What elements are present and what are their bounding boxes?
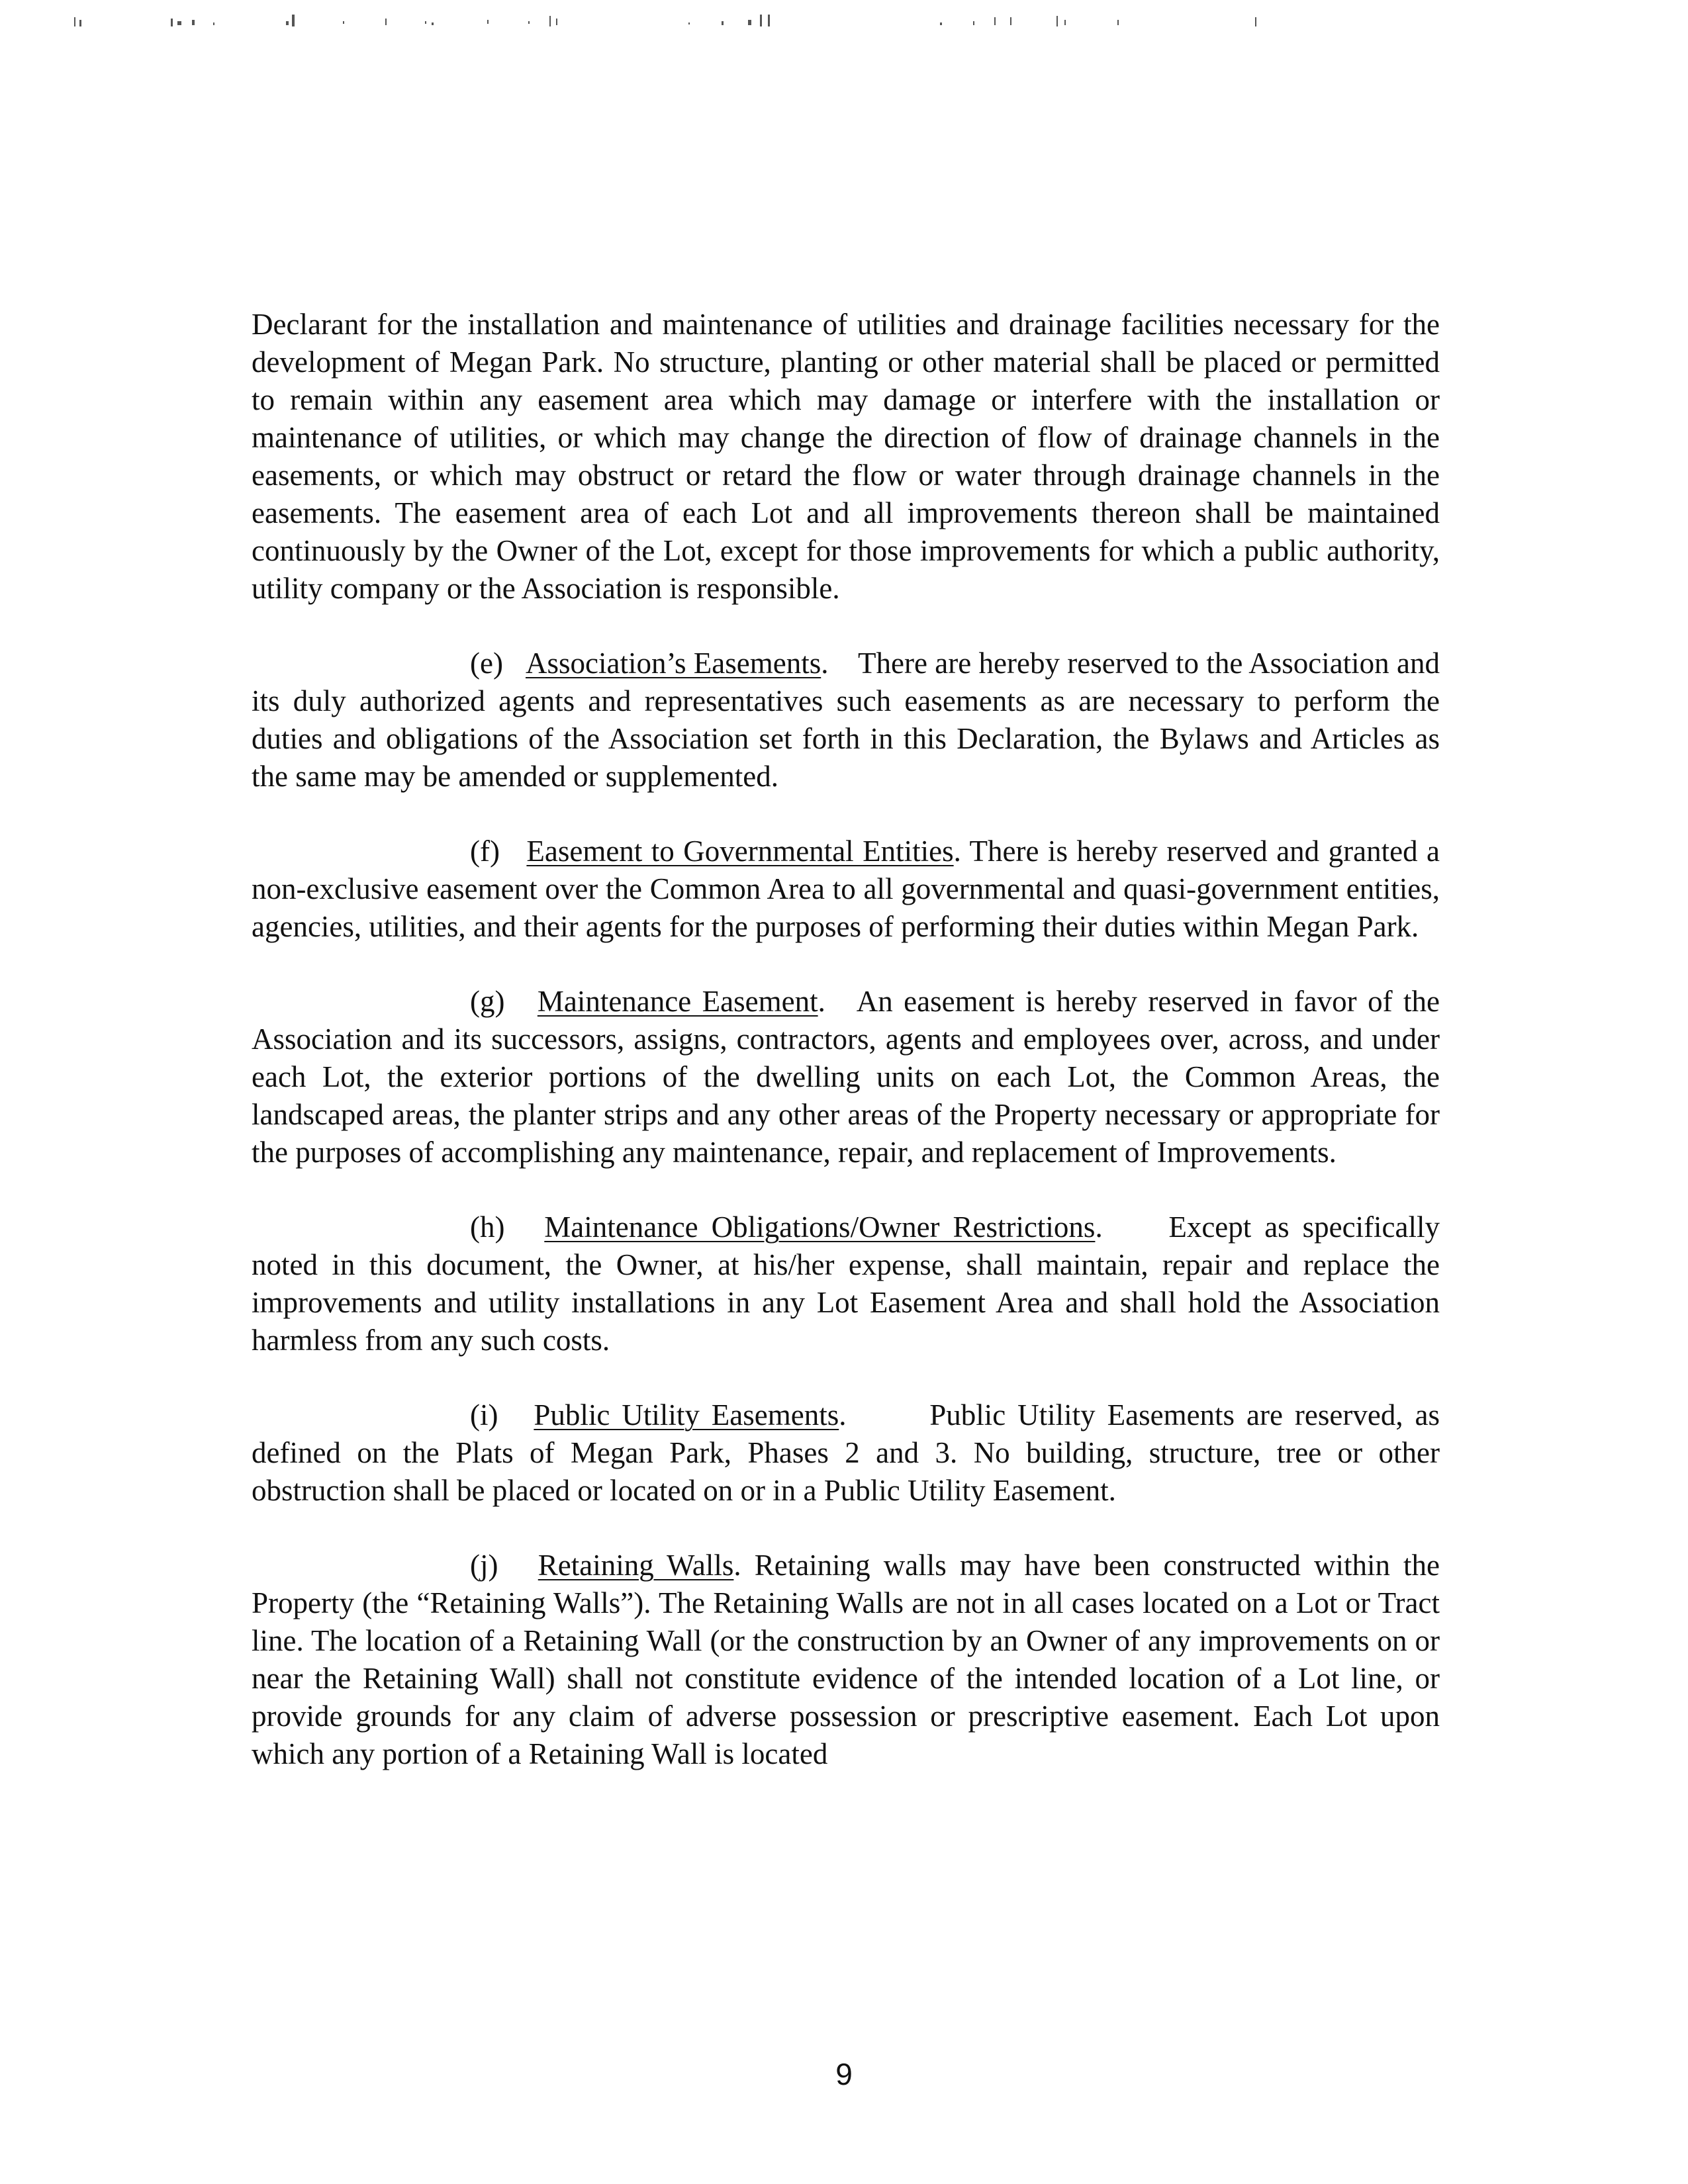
section-body: An easement is hereby reserved in favor of the Association and its successors, assigns, contractors, agents and employees over, across, and under each Lot, the exterior portions of the dwelling units on each Lot, the Common Areas, the landscaped areas, the planter strips and any other areas of the Property necessary or appropriate for the purposes of accomplishing any maintenance, repair, and replacement of Improvements.: [252, 985, 1440, 1169]
document-body: [252, 306, 1440, 1810]
section-g-maintenance-easement: (g) Maintenance Easement. An easement is hereby reserved in favor of the Association and its successors, assigns, contractors, agents and employees over, across, and under each Lot, the exterior portions of the dwelling units on each Lot, the Common Areas, the landscaped areas, the planter strips and any other areas of the Property necessary or appropriate for the purposes of accomplishing any maintenance, repair, and replacement of Improvements.: [252, 985, 1440, 1169]
section-j-retaining-walls: (j) Retaining Walls. Retaining walls may have been constructed within the Property (the “Retaining Walls”). The Retaining Walls are not in all cases located on a Lot or Tract line. The location of a Retaining Wall (or the construction by an Owner of any improvements on or near the Retaining Wall) shall not constitute evidence of the intended location of a Lot line, or provide grounds for any claim of adverse possession or prescriptive easement. Each Lot upon which any portion of a Retaining Wall is located: [252, 1549, 1440, 1770]
section-heading: Easement to Governmental Entities: [526, 835, 954, 868]
opening-paragraph: Declarant for the installation and maintenance of utilities and drainage facilities necessary for the development of Megan Park. No structure, planting or other material shall be placed or permitted to remain within any easement area which may damage or interfere with the installation or maintenance of utilities, or which may change the direction of flow of drainage channels in the easements, or which may obstruct or retard the flow or water through drainage channels in the easements. The easement area of each Lot and all improvements thereon shall be maintained continuously by the Owner of the Lot, except for those improvements for which a public authority, utility company or the Association is responsible.: [252, 308, 1440, 605]
section-marker: (j): [470, 1549, 498, 1582]
section-body: Except as specifically noted in this document, the Owner, at his/her expense, shall maintain, repair and replace the improvements and utility installations in any Lot Easement Area and shall hold the Association harmless from any such costs.: [252, 1210, 1440, 1357]
section-h-maintenance-obligations: (h) Maintenance Obligations/Owner Restrictions. Except as specifically noted in this document, the Owner, at his/her expense, shall maintain, repair and replace the improvements and utility installations in any Lot Easement Area and shall hold the Association harmless from any such costs.: [252, 1210, 1440, 1357]
section-body: There is hereby reserved and granted a non-exclusive easement over the Common Area to all governmental and quasi-government entities, agencies, utilities, and their agents for the purposes of performing their duties within Megan Park.: [252, 835, 1440, 943]
section-marker: (f): [470, 835, 500, 868]
section-f-easement-governmental-entities: (f) Easement to Governmental Entities. There is hereby reserved and granted a non-exclusive easement over the Common Area to all governmental and quasi-government entities, agencies, utilities, and their agents for the purposes of performing their duties within Megan Park.: [252, 835, 1440, 943]
section-e-association-easements: (e) Association’s Easements. There are hereby reserved to the Association and its duly authorized agents and representatives such easements as are necessary to perform the duties and obligations of the Association set forth in this Declaration, the Bylaws and Articles as the same may be amended or supplemented.: [252, 647, 1440, 793]
section-marker: (i): [470, 1398, 498, 1432]
section-body: Public Utility Easements are reserved, as defined on the Plats of Megan Park, Phases 2 and 3. No building, structure, tree or other obstruction shall be placed or located on or in a Public Utility Easement.: [252, 1398, 1440, 1507]
section-body: There are hereby reserved to the Association and its duly authorized agents and representatives such easements as are necessary to perform the duties and obligations of the Association set forth in this Declaration, the Bylaws and Articles as the same may be amended or supplemented.: [252, 647, 1440, 793]
section-marker: (g): [470, 985, 505, 1018]
page-number: 9: [835, 2057, 853, 2091]
scan-artifact-strip: [0, 0, 1688, 40]
section-heading: Public Utility Easements: [534, 1398, 839, 1432]
section-heading: Maintenance Obligations/Owner Restrictions: [544, 1210, 1096, 1244]
section-heading: Retaining Walls: [538, 1549, 734, 1582]
section-heading: Association’s Easements: [525, 647, 821, 680]
section-heading: Maintenance Easement: [537, 985, 818, 1018]
section-marker: (h): [470, 1210, 505, 1244]
section-i-public-utility-easements: (i) Public Utility Easements. Public Utility Easements are reserved, as defined on the Plats of Megan Park, Phases 2 and 3. No building, structure, tree or other obstruction shall be placed or located on or in a Public Utility Easement.: [252, 1398, 1440, 1507]
section-body: Retaining walls may have been constructed within the Property (the “Retaining Walls”). The Retaining Walls are not in all cases located on a Lot or Tract line. The location of a Retaining Wall (or the construction by an Owner of any improvements on or near the Retaining Wall) shall not constitute evidence of the intended location of a Lot line, or provide grounds for any claim of adverse possession or prescriptive easement. Each Lot upon which any portion of a Retaining Wall is located: [252, 1549, 1440, 1770]
section-marker: (e): [470, 647, 503, 680]
